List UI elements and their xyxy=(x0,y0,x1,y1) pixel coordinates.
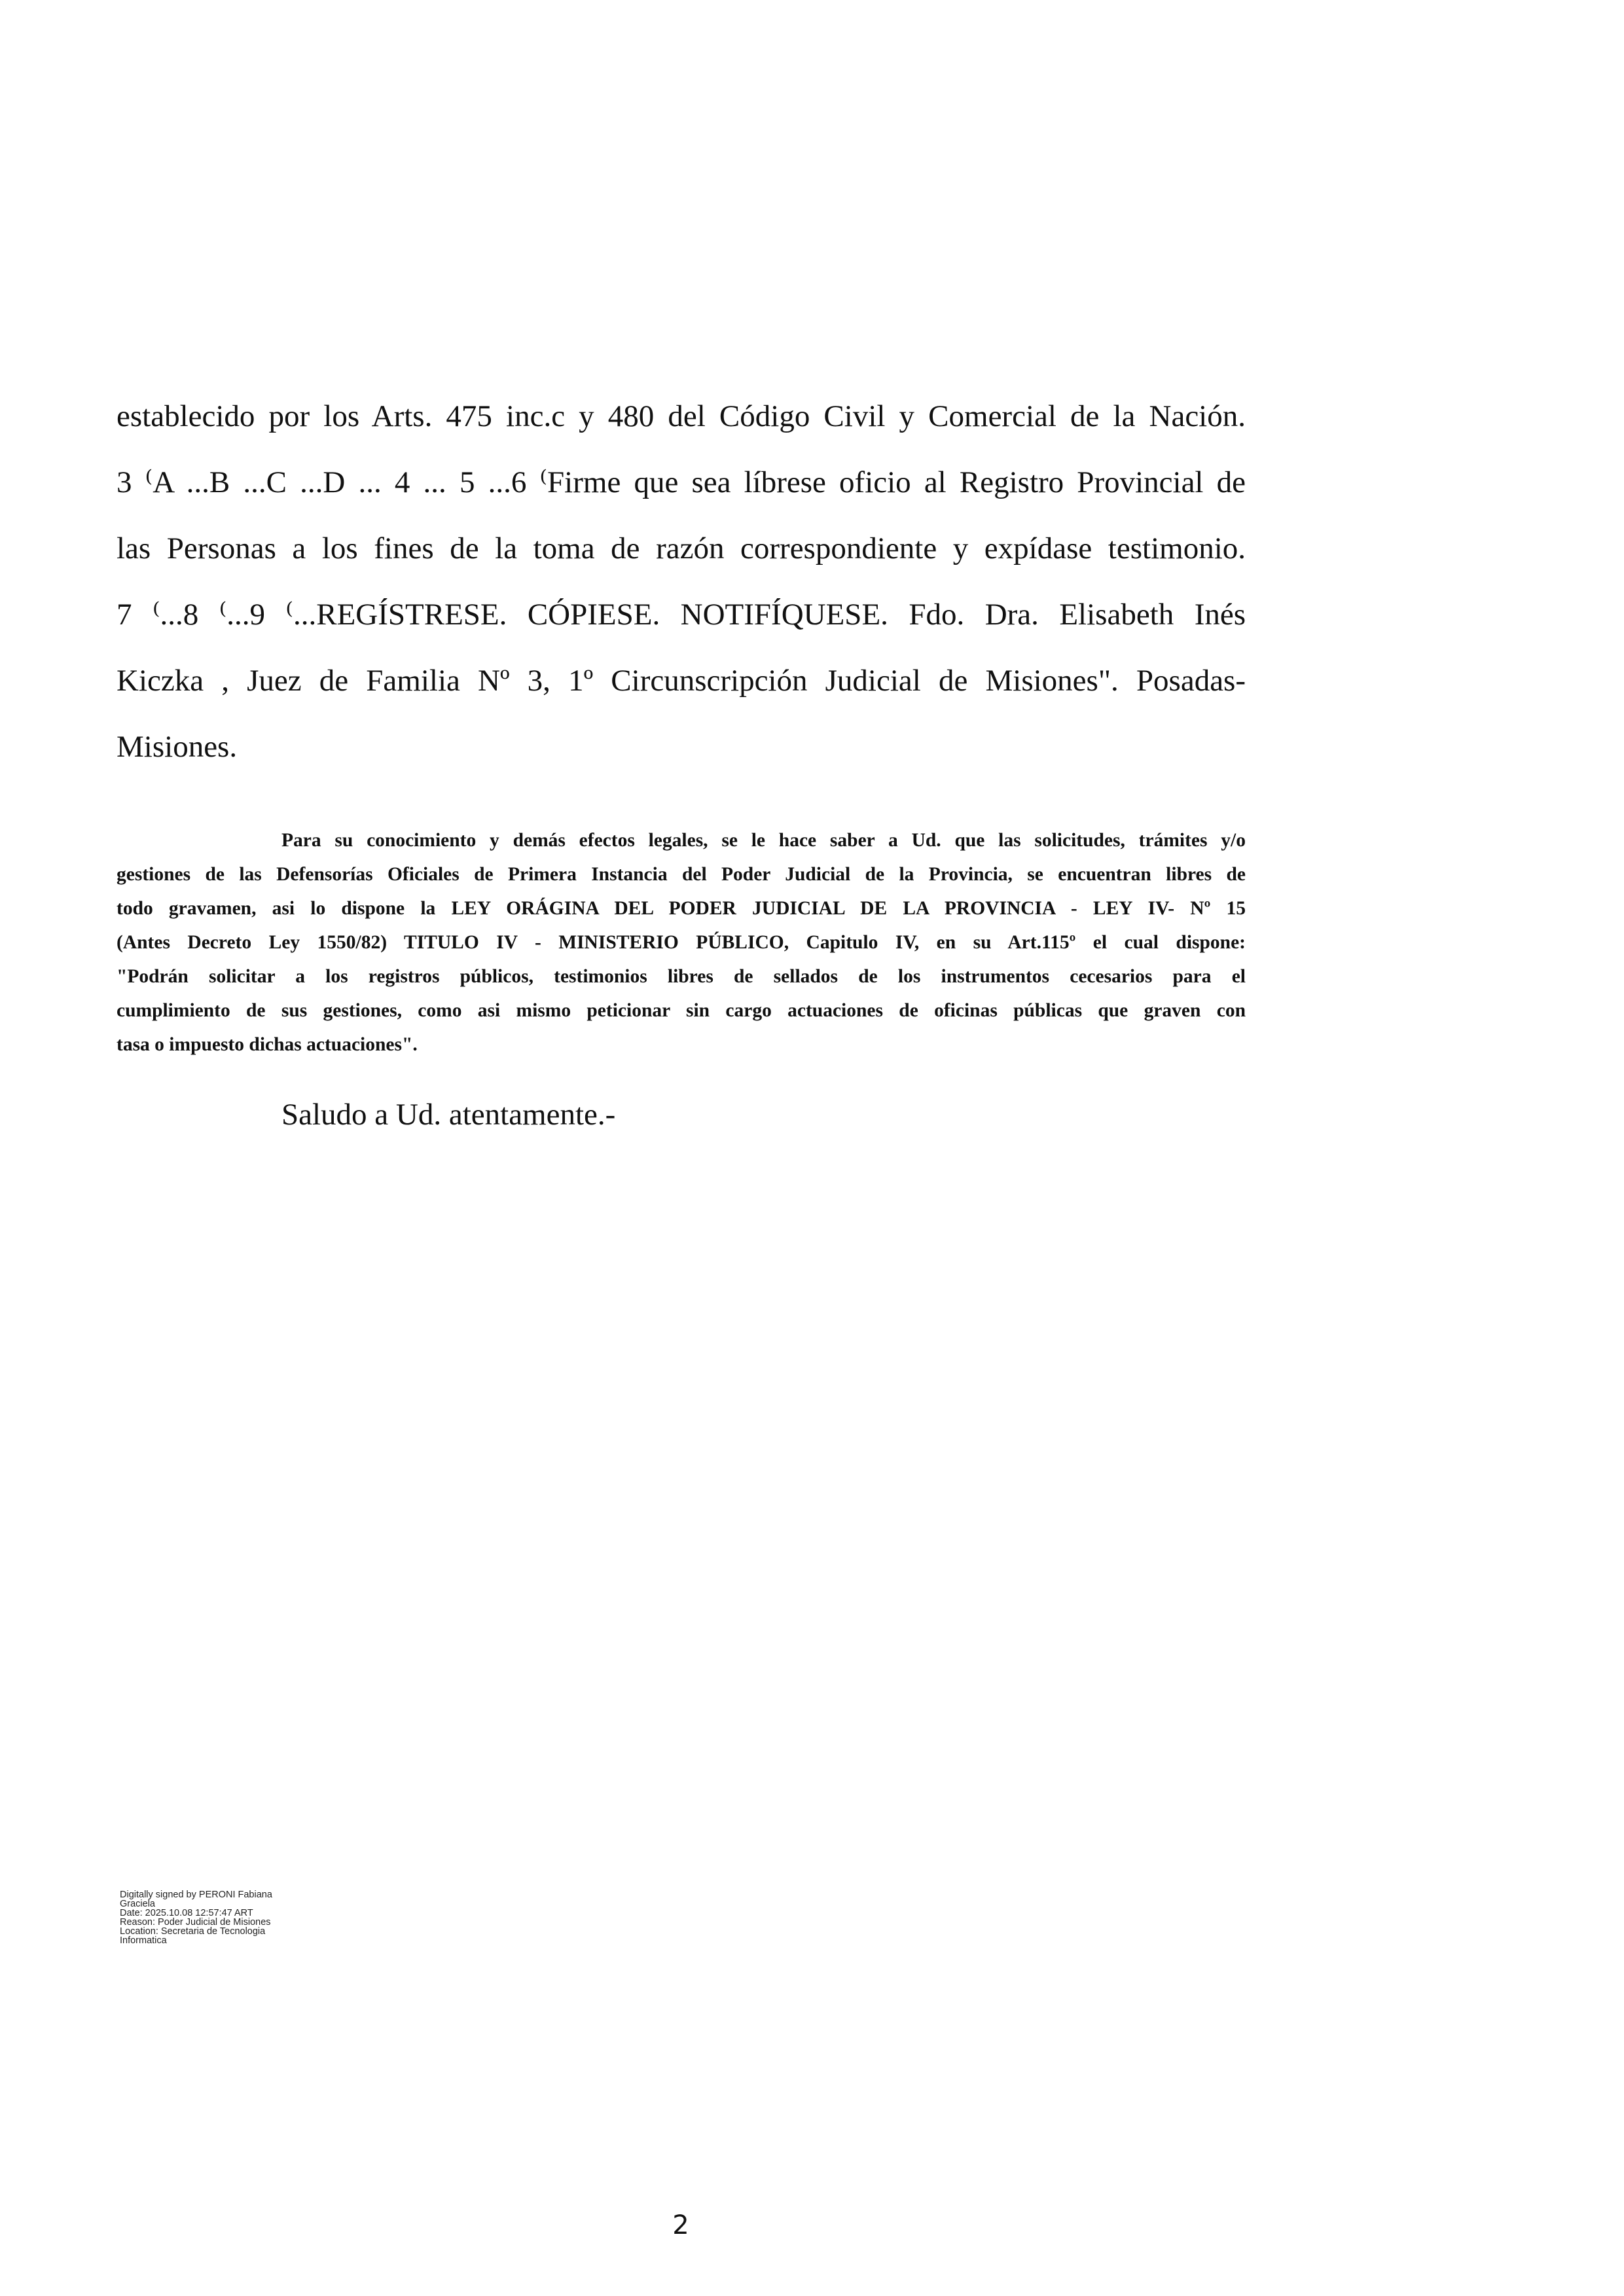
notice-line: gestiones de las Defensorías Oficiales de Primera Instancia del Poder Judicial de la Provincia, se encuentran libres de xyxy=(117,864,1246,885)
page-number: 2 xyxy=(672,2210,689,2240)
legal-notice xyxy=(117,823,1246,1062)
body-line: establecido por los Arts. 475 inc.c y 480 del Código Civil y Comercial de la Nación. xyxy=(117,399,1246,433)
signature-line: Informatica xyxy=(120,1935,167,1946)
notice-line: Para su conocimiento y demás efectos legales, se le hace saber a Ud. que las solicitudes, trámites y/o xyxy=(281,830,1246,851)
signature-line: Digitally signed by PERONI Fabiana xyxy=(120,1890,272,1900)
notice-line: todo gravamen, asi lo dispone la LEY ORÁGINA DEL PODER JUDICIAL DE LA PROVINCIA - LEY IV- Nº 15 xyxy=(117,898,1246,919)
notice-line: "Podrán solicitar a los registros públicos, testimonios libres de sellados de los instrumentos cecesarios para el xyxy=(117,966,1246,987)
notice-line: cumplimiento de sus gestiones, como asi mismo peticionar sin cargo actuaciones de oficinas públicas que graven con xyxy=(117,1000,1246,1021)
digital-signature-block xyxy=(120,1890,316,1945)
signature-line: Graciela xyxy=(120,1899,155,1909)
closing-salutation: Saludo a Ud. atentamente.- xyxy=(281,1098,616,1132)
body-line: Kiczka , Juez de Familia Nº 3, 1º Circunscripción Judicial de Misiones". Posadas- xyxy=(117,664,1246,698)
notice-line: (Antes Decreto Ley 1550/82) TITULO IV - MINISTERIO PÚBLICO, Capitulo IV, en su Art.115º el cual dispone: xyxy=(117,932,1246,953)
notice-line: tasa o impuesto dichas actuaciones". xyxy=(117,1034,418,1055)
body-line: las Personas a los fines de la toma de razón correspondiente y expídase testimonio. xyxy=(117,531,1246,565)
signature-line: Reason: Poder Judicial de Misiones xyxy=(120,1917,271,1928)
resolution-text xyxy=(117,384,1246,780)
signature-line: Location: Secretaria de Tecnologia xyxy=(120,1926,266,1937)
body-line: Misiones. xyxy=(117,730,238,764)
body-line: 3 ⁽A ...B ...C ...D ... 4 ... 5 ...6 ⁽Firme que sea líbrese oficio al Registro Provincial de xyxy=(117,465,1246,499)
body-line: 7 ⁽...8 ⁽...9 ⁽...REGÍSTRESE. CÓPIESE. NOTIFÍQUESE. Fdo. Dra. Elisabeth Inés xyxy=(117,598,1246,632)
signature-line: Date: 2025.10.08 12:57:47 ART xyxy=(120,1908,253,1918)
